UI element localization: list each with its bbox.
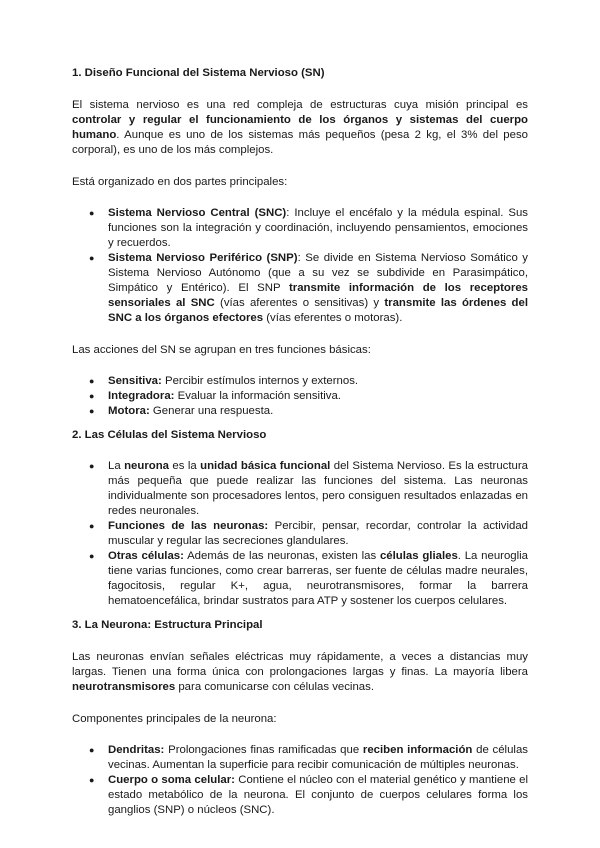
section-1-functions-lead: Las acciones del SN se agrupan en tres funciones básicas: (72, 344, 371, 356)
list-item-snp (72, 251, 528, 326)
text-run: . La neuroglia tiene varias funciones, como crear barreras, ser fuente de células madre neurales, fagocitosis, regular K+, agua, neurotransmisores, formar la barrera hematoencefálica, brindar sustratos para ATP y sostener los cuerpos celulares. (108, 550, 529, 607)
bold-text: transmite información de los receptores sensoriales al SNC (108, 282, 528, 309)
text-run: Evaluar la información sensitiva. (174, 390, 341, 402)
list-item-integradora (72, 389, 528, 404)
text-run: (vías aferentes o sensitivas) y (214, 297, 385, 309)
bold-text: neurona (124, 460, 170, 472)
list-item-soma (72, 773, 528, 818)
bullet-icon: ● (89, 208, 95, 218)
list-item-neurona (72, 459, 528, 519)
bullet-icon: ● (89, 406, 95, 416)
bold-text: controlar y regular el funcionamiento de los órganos y sistemas del cuerpo humano (72, 114, 528, 141)
section-3-intro (72, 650, 528, 695)
text-run: Generar una respuesta. (149, 405, 274, 417)
bold-text: Sistema Nervioso Central (SNC) (108, 207, 287, 219)
bold-text: células gliales (379, 550, 458, 562)
cells-list (72, 459, 528, 609)
text-run: Percibir estímulos internos y externos. (161, 375, 359, 387)
section-3-heading: 3. La Neurona: Estructura Principal (72, 619, 263, 631)
bullet-icon: ● (89, 376, 95, 386)
bold-text: Cuerpo o soma celular: (108, 774, 235, 786)
text-run: Percibir, pensar, recordar, controlar la actividad muscular y regular las secreciones glandulares. (108, 520, 528, 547)
bold-text: Motora: (108, 405, 150, 417)
text-run: es la (169, 460, 201, 472)
text-run: del Sistema Nervioso. Es la estructura más pequeña que puede realizar las funciones del sistema. Las neuronas individualmente son procesadores lentos, pero consiguen resultados enlazadas en redes neuronales. (108, 460, 529, 517)
text-run: El sistema nervioso es una red compleja de estructuras cuya misión principal es (72, 99, 528, 111)
section-1-parts-lead: Está organizado en dos partes principales: (72, 176, 288, 188)
list-item-motora (72, 404, 528, 419)
bold-text: unidad básica funcional (200, 460, 331, 472)
bold-text: Integradora: (108, 390, 175, 402)
text-run: de células vecinas. Aumentan la superficie para recibir comunicación de múltiples neuronas. (108, 744, 528, 771)
list-item-snc (72, 206, 528, 251)
text-run: para comunicarse con células vecinas. (175, 681, 374, 693)
section-1-intro (72, 98, 528, 158)
text-run: . Aunque es uno de los sistemas más pequeños (pesa 2 kg, el 3% del peso corporal), es uno de los más complejos. (72, 129, 528, 156)
basic-functions-list (72, 374, 528, 419)
text-run: Las neuronas envían señales eléctricas muy rápidamente, a veces a distancias muy largas. Tienen una forma única con prolongaciones largas y finas. La mayoría libera (72, 651, 528, 678)
bold-text: Otras células: (108, 550, 184, 562)
bullet-icon: ● (89, 745, 95, 755)
section-1-heading: 1. Diseño Funcional del Sistema Nervioso (SN) (72, 67, 325, 79)
bullet-icon: ● (89, 461, 95, 471)
list-item-funciones (72, 519, 528, 549)
bold-text: Dendritas: (108, 744, 165, 756)
bullet-icon: ● (89, 391, 95, 401)
bullet-icon: ● (89, 775, 95, 785)
text-run: Contiene el núcleo con el material genético y mantiene el estado metabólico de la neurona. El conjunto de cuerpos celulares forma los ganglios (SNP) o núcleos (SNC). (108, 774, 529, 816)
bold-text: Sensitiva: (108, 375, 162, 387)
text-run: (vías eferentes o motoras). (263, 312, 403, 324)
bold-text: transmite las órdenes del SNC a los órganos efectores (108, 297, 529, 324)
bullet-icon: ● (89, 521, 95, 531)
text-run: : Se divide en Sistema Nervioso Somático y Sistema Nervioso Autónomo (que a su vez se subdivide en Parasimpático, Simpático y Entérico). El SNP (108, 252, 529, 294)
text-run: Además de las neuronas, existen las (183, 550, 380, 562)
text-run: Prolongaciones finas ramificadas que (164, 744, 363, 756)
bold-text: reciben información (362, 744, 473, 756)
nervous-system-parts-list (72, 206, 528, 326)
bold-text: Sistema Nervioso Periférico (SNP) (108, 252, 298, 264)
list-item-dendritas (72, 743, 528, 773)
list-item-sensitiva (72, 374, 528, 389)
section-2-heading: 2. Las Células del Sistema Nervioso (72, 429, 267, 441)
bullet-icon: ● (89, 551, 95, 561)
neuron-components-list (72, 743, 528, 818)
list-item-otras-celulas (72, 549, 528, 609)
bold-text: Funciones de las neuronas: (108, 520, 269, 532)
bold-text: neurotransmisores (72, 681, 176, 693)
text-run: La (108, 460, 125, 472)
bullet-icon: ● (89, 253, 95, 263)
section-3-components-lead: Componentes principales de la neurona: (72, 713, 277, 725)
text-run: : Incluye el encéfalo y la médula espinal. Sus funciones son la integración y coordinación, incluyendo pensamientos, emociones y recuerdos. (108, 207, 529, 249)
